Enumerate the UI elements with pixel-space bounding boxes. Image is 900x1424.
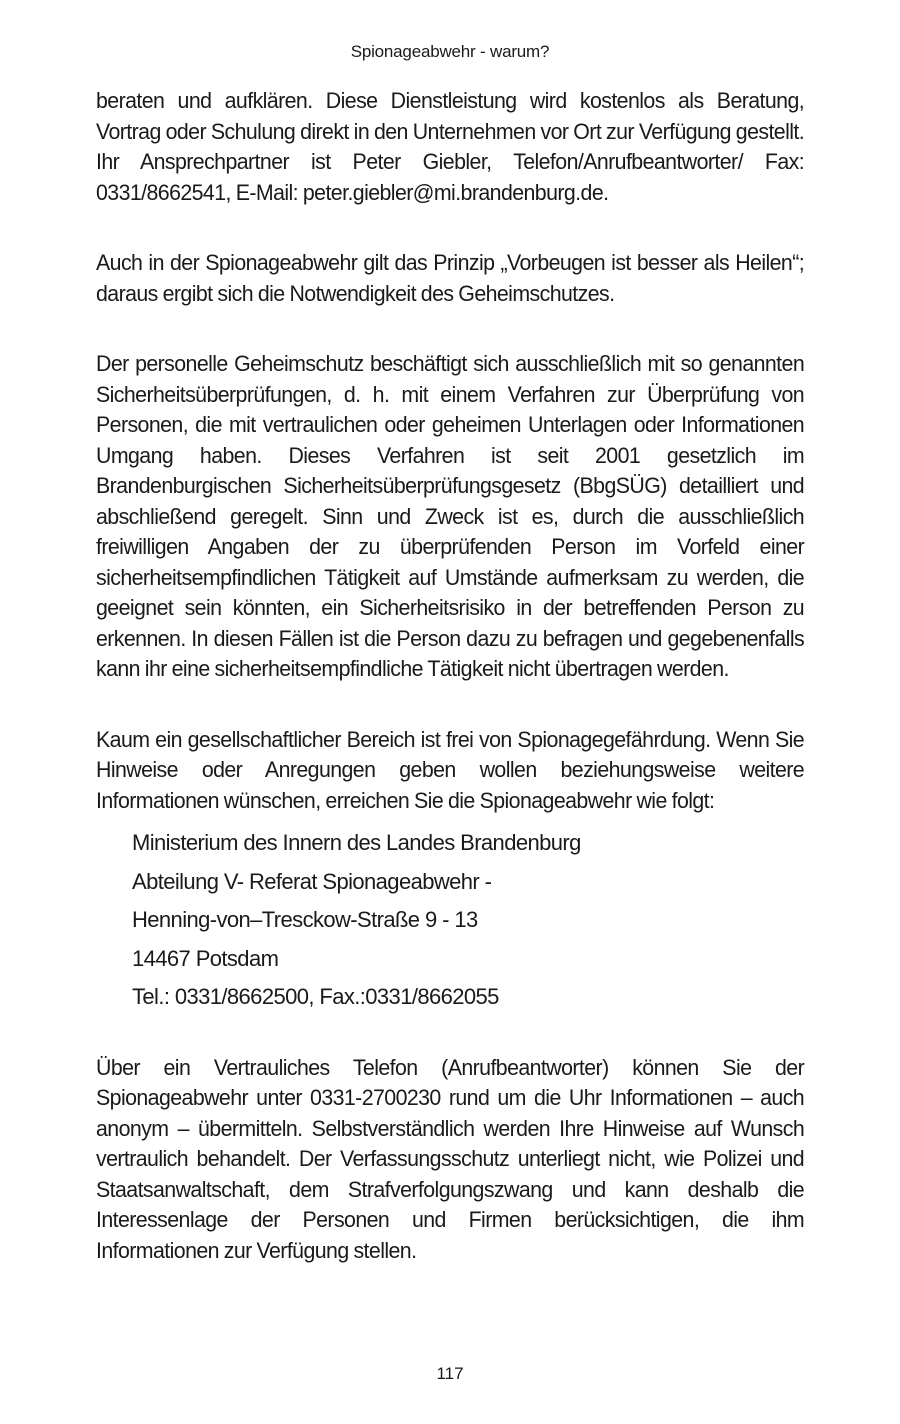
address-line-ministry: Ministerium des Innern des Landes Brandenburg — [132, 830, 581, 855]
address-line-city: 14467 Potsdam — [132, 945, 279, 971]
body-text — [96, 86, 804, 1266]
paragraph-consulting: beraten und aufklären. Diese Dienstleistung wird kostenlos als Beratung, Vortrag oder Schulung direkt in den Unternehmen vor Ort zur Verfügung gestellt. Ihr Ansprechpartner ist Peter Giebler, Telefon/Anrufbeantworter/ Fax: 0331/8662541, E-Mail: peter.giebler@mi.brandenburg.de. — [96, 88, 805, 205]
contact-address — [132, 824, 804, 1017]
paragraph-prevention: Auch in der Spionageabwehr gilt das Prinzip „Vorbeugen ist besser als Heilen“; daraus ergibt sich die Notwendigkeit des Geheimschutzes. — [96, 250, 805, 306]
address-line-phone-fax: Tel.: 0331/8662500, Fax.:0331/8662055 — [132, 984, 499, 1009]
page-number: 117 — [436, 1364, 464, 1383]
paragraph-security-clearance: Der personelle Geheimschutz beschäftigt sich ausschließlich mit so genannten Sicherheitsüberprüfungen, d. h. mit einem Verfahren zur Überprüfung von Personen, die mit vertraulichen oder geheimen Unterlagen oder Informationen Umgang haben. Dieses Verfahren ist seit 2001 gesetzlich im Brandenburgischen Sicherheitsüberprüfungsgesetz (BbgSÜG) detailliert und abschließend geregelt. Sinn und Zweck ist es, durch die ausschließlich freiwilligen Angaben der zu überprüfenden Person im Vorfeld einer sicherheitsempfindlichen Tätigkeit auf Umstände aufmerksam zu werden, die geeignet sein könnten, ein Sicherheitsrisiko in der betreffenden Person zu erkennen. In diesen Fällen ist die Person dazu zu befragen und gegebenenfalls kann ihr eine sicherheitsempfindliche Tätigkeit nicht übertragen werden. — [96, 351, 805, 681]
address-line-department: Abteilung V- Referat Spionageabwehr - — [132, 868, 492, 894]
paragraph-contact-intro: Kaum ein gesellschaftlicher Bereich ist frei von Spionagegefährdung. Wenn Sie Hinweise oder Anregungen geben wollen beziehungsweise weitere Informationen wünschen, erreichen Sie die Spionageabwehr wie folgt: — [96, 726, 805, 813]
address-line-street: Henning-von–Tresckow-Straße 9 - 13 — [132, 907, 478, 932]
paragraph-confidential-phone: Über ein Vertrauliches Telefon (Anrufbeantworter) können Sie der Spionageabwehr unter 0331-2700230 rund um die Uhr Informationen – auch anonym – übermitteln. Selbstverständlich werden Ihre Hinweise auf Wunsch vertraulich behandelt. Der Verfassungsschutz unterliegt nicht, wie Polizei und Staatsanwaltschaft, dem Strafverfolgungszwang und kann deshalb die Interessenlage der Personen und Firmen berücksichtigen, die ihm Informationen zur Verfügung stellen. — [96, 1054, 805, 1263]
running-header: Spionageabwehr - warum? — [350, 42, 550, 61]
